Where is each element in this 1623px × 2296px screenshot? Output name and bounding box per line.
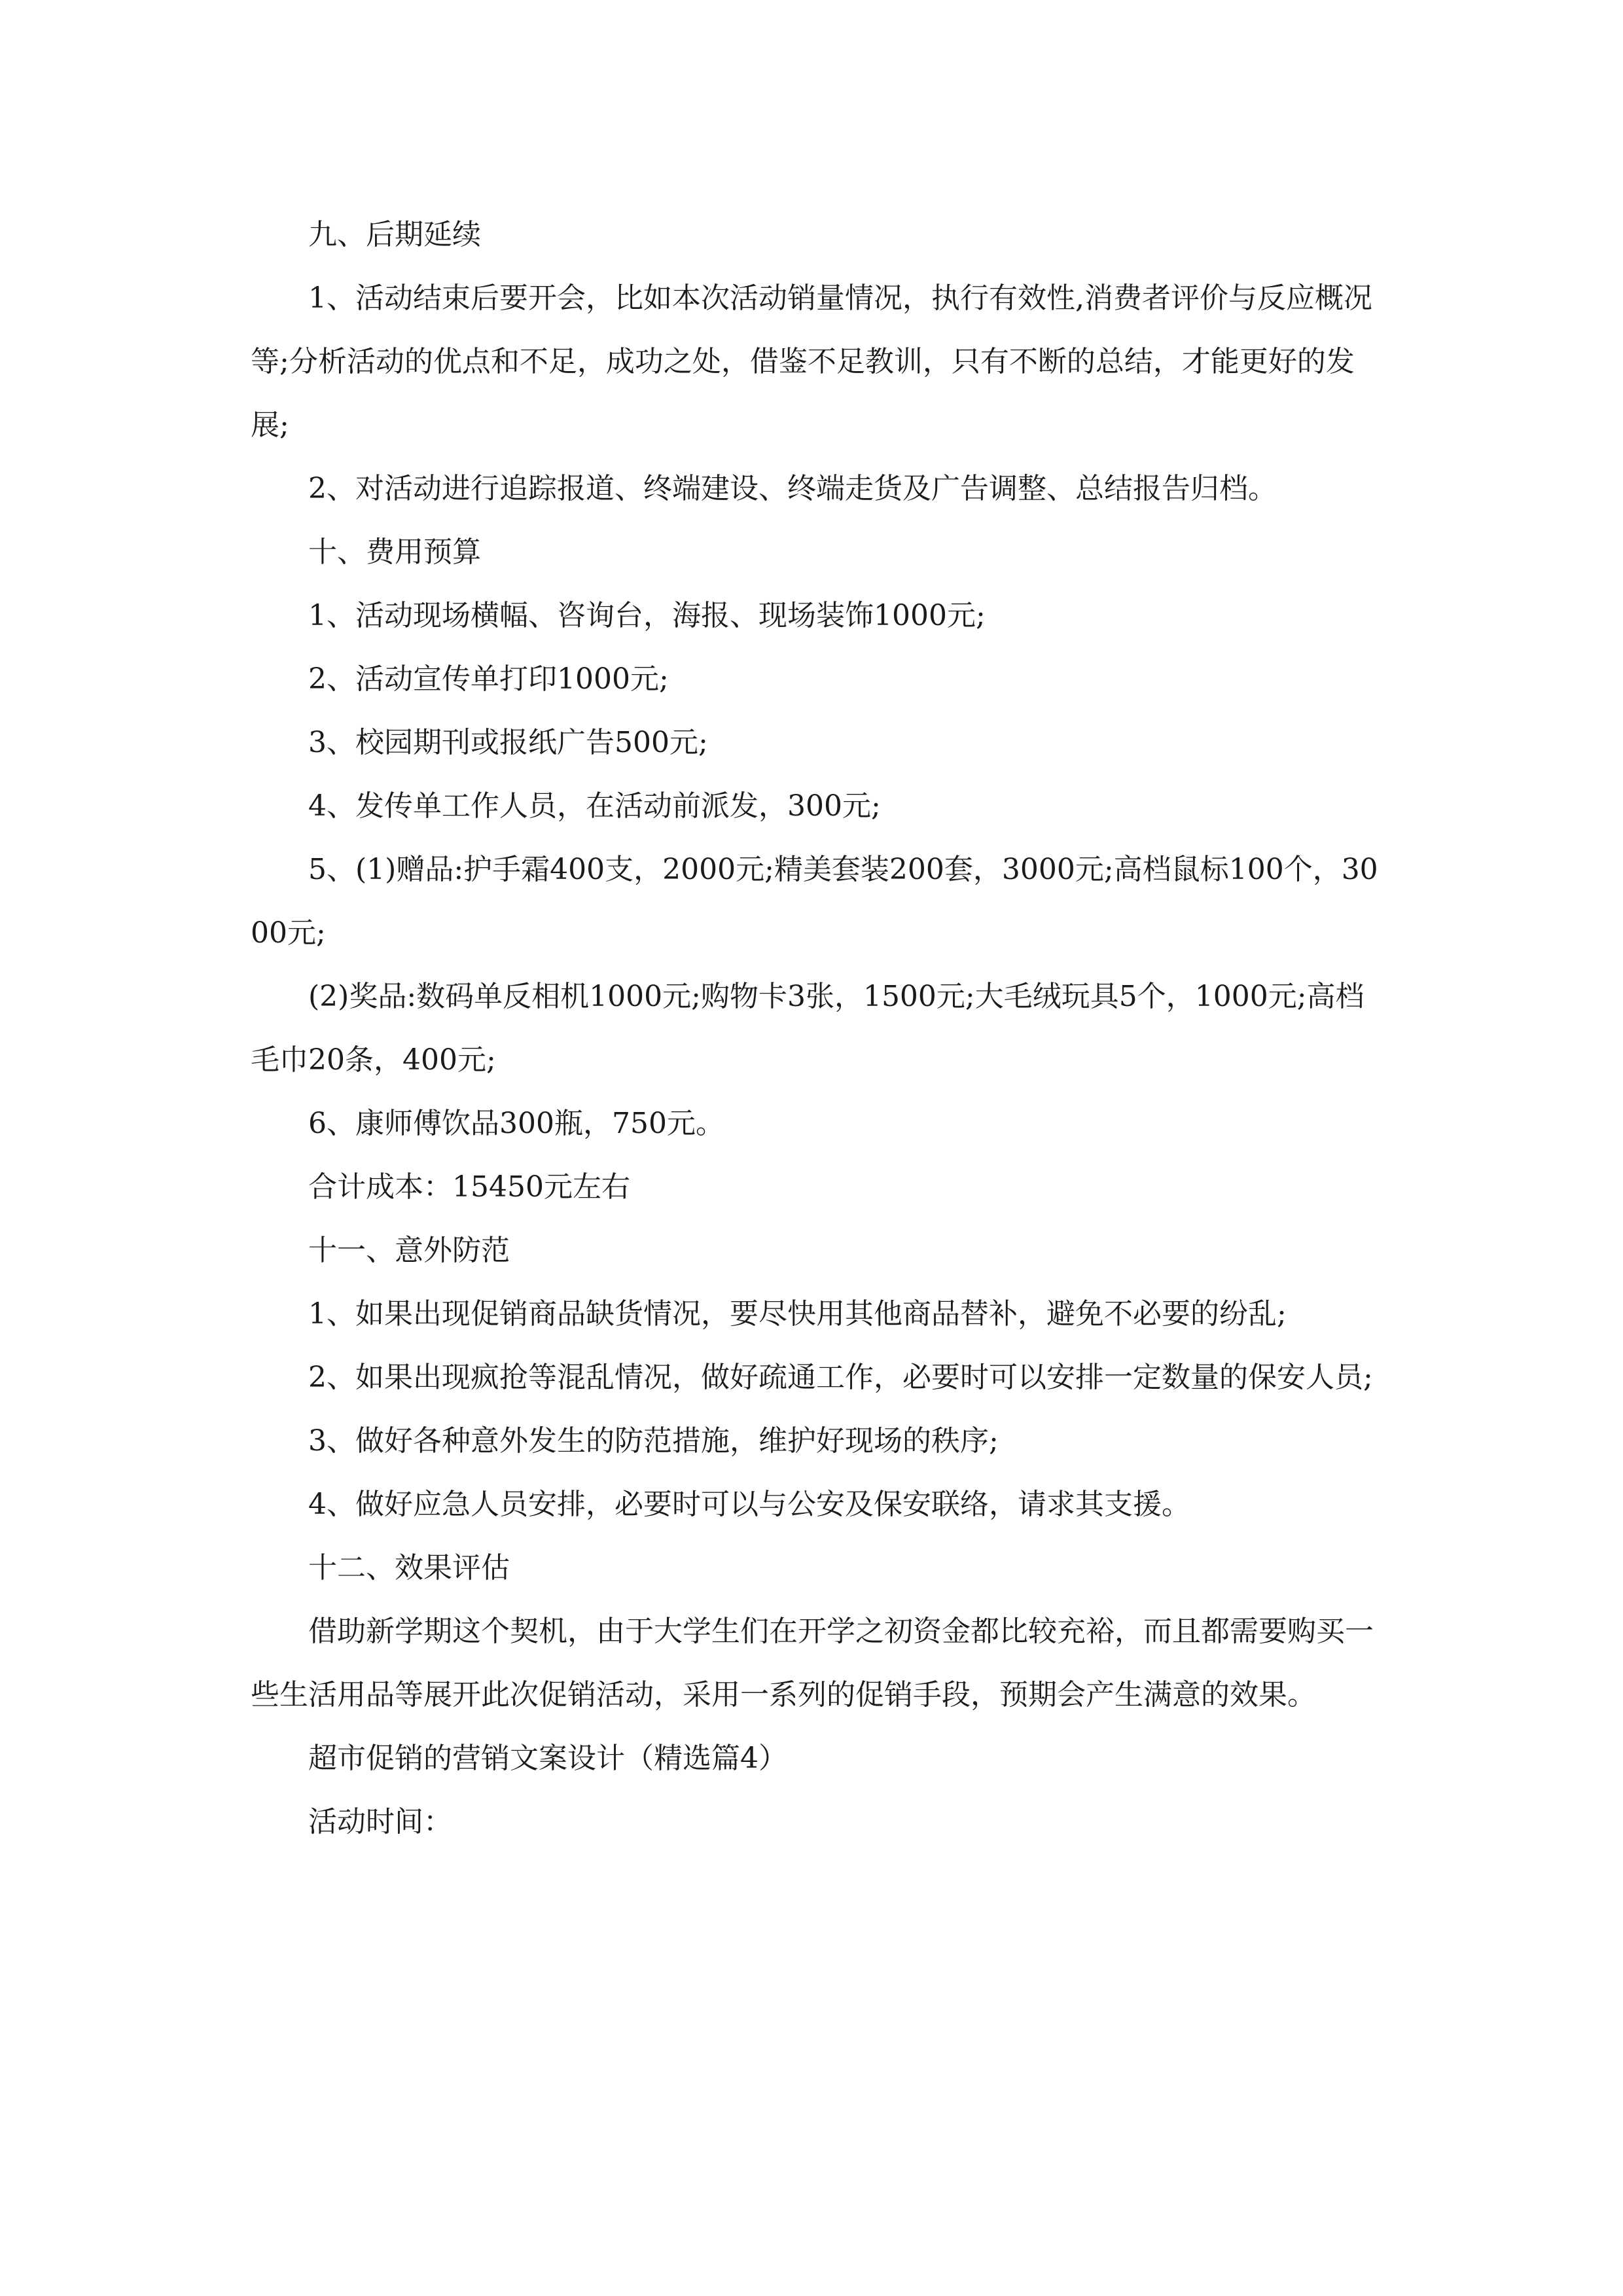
section-heading-11: 十一、意外防范	[308, 1234, 510, 1267]
section-heading-12: 十二、效果评估	[308, 1551, 510, 1585]
paragraph: 4、做好应急人员安排，必要时可以与公安及保安联络，请求其支援。	[308, 1488, 1190, 1521]
paragraph: 2、对活动进行追踪报道、终端建设、终端走货及广告调整、总结报告归档。	[308, 472, 1277, 505]
budget-item: 4、发传单工作人员，在活动前派发，300元;	[308, 789, 881, 823]
budget-item: 5、(1)赠品:护手霜400支，2000元;精美套装200套，3000元;高档鼠标100个，3000元;	[251, 853, 1378, 950]
budget-item: (2)奖品:数码单反相机1000元;购物卡3张，1500元;大毛绒玩具5个，1000元;高档毛巾20条，400元;	[251, 980, 1364, 1077]
paragraph: 1、如果出现促销商品缺货情况，要尽快用其他商品替补，避免不必要的纷乱;	[308, 1297, 1287, 1331]
paragraph: 2、如果出现疯抢等混乱情况，做好疏通工作，必要时可以安排一定数量的保安人员;	[308, 1361, 1373, 1394]
section-heading-10: 十、费用预算	[308, 535, 481, 569]
article-title: 超市促销的营销文案设计（精选篇4）	[308, 1742, 787, 1775]
paragraph: 1、活动结束后要开会，比如本次活动销量情况，执行有效性,消费者评价与反应概况等;分析活动的优点和不足，成功之处，借鉴不足教训，只有不断的总结，才能更好的发展;	[251, 281, 1372, 442]
paragraph: 活动时间：	[308, 1805, 452, 1839]
total-cost: 合计成本：15450元左右	[308, 1170, 630, 1204]
budget-item: 1、活动现场横幅、咨询台，海报、现场装饰1000元;	[308, 599, 986, 632]
section-heading-9: 九、后期延续	[308, 218, 481, 251]
document-body	[251, 203, 1393, 1854]
budget-item: 3、校园期刊或报纸广告500元;	[308, 726, 708, 759]
budget-item: 2、活动宣传单打印1000元;	[308, 662, 669, 696]
budget-item: 6、康师傅饮品300瓶，750元。	[308, 1107, 724, 1140]
paragraph: 3、做好各种意外发生的防范措施，维护好现场的秩序;	[308, 1424, 999, 1458]
paragraph: 借助新学期这个契机，由于大学生们在开学之初资金都比较充裕，而且都需要购买一些生活用品等展开此次促销活动，采用一系列的促销手段，预期会产生满意的效果。	[251, 1615, 1374, 1712]
